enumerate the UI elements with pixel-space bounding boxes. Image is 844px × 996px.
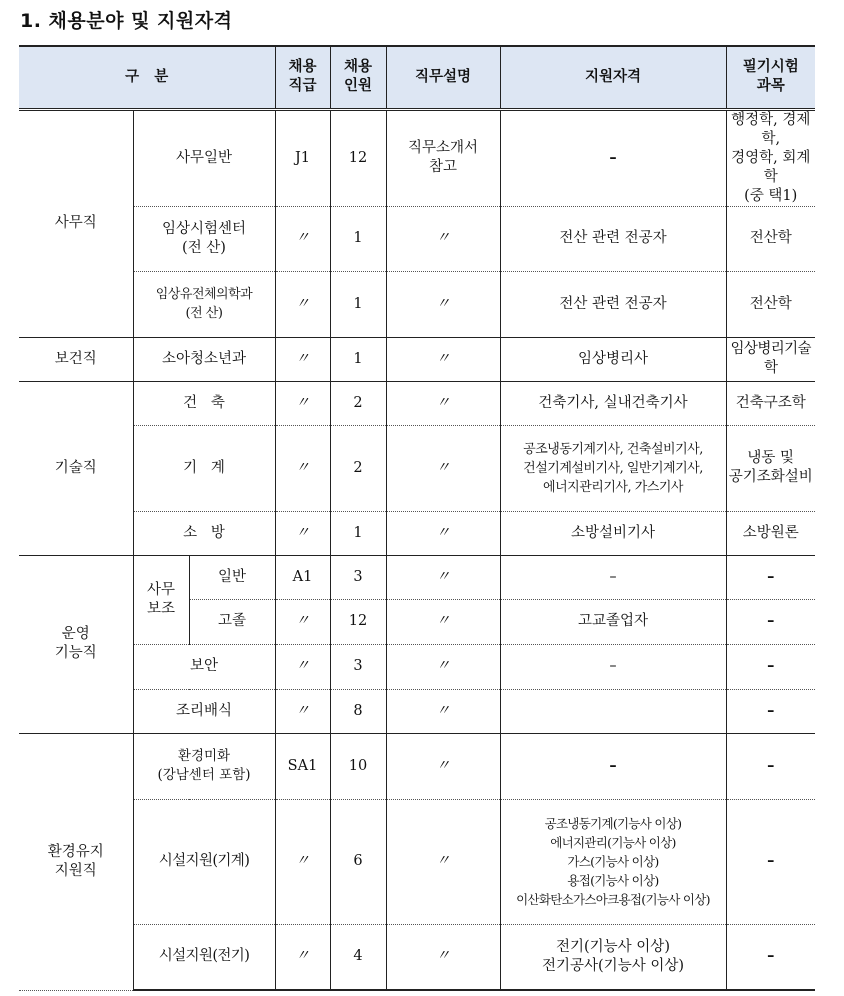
header-duty: 직무설명 — [386, 46, 500, 109]
table-row — [19, 511, 815, 555]
row-duty: 〃 — [386, 381, 500, 425]
group-tech: 기술직 — [19, 381, 133, 555]
row-grade: SA1 — [275, 733, 330, 799]
row-qualification: 전기(기능사 이상) 전기공사(기능사 이상) — [500, 924, 726, 990]
row-count: 3 — [330, 555, 386, 599]
group-ops: 운영 기능직 — [19, 555, 133, 733]
row-duty: 직무소개서 참고 — [386, 109, 500, 206]
row-exam: – — [726, 733, 815, 799]
row-qualification: 소방설비기사 — [500, 511, 726, 555]
row-name: 고졸 — [189, 599, 275, 644]
row-qualification: – — [500, 109, 726, 206]
row-count: 1 — [330, 337, 386, 381]
table-row — [19, 733, 815, 799]
row-exam: 전산학 — [726, 271, 815, 337]
row-name: 소아청소년과 — [133, 337, 275, 381]
row-name: 임상유전체의학과 (전 산) — [133, 271, 275, 337]
row-grade: 〃 — [275, 599, 330, 644]
row-duty: 〃 — [386, 555, 500, 599]
row-qualification — [500, 689, 726, 733]
row-qualification: – — [500, 555, 726, 599]
row-name: 기 계 — [133, 425, 275, 511]
row-qualification: 전산 관련 전공자 — [500, 206, 726, 271]
row-grade: 〃 — [275, 924, 330, 990]
table-row — [19, 425, 815, 511]
row-name: 시설지원(전기) — [133, 924, 275, 990]
row-count: 4 — [330, 924, 386, 990]
table-row — [19, 381, 815, 425]
row-qualification: 고교졸업자 — [500, 599, 726, 644]
row-name: 건 축 — [133, 381, 275, 425]
row-exam: – — [726, 924, 815, 990]
row-count: 1 — [330, 206, 386, 271]
table-row — [19, 644, 815, 689]
row-duty: 〃 — [386, 271, 500, 337]
row-count: 12 — [330, 109, 386, 206]
row-qualification: – — [500, 733, 726, 799]
row-count: 1 — [330, 511, 386, 555]
section-title: 1. 채용분야 및 지원자격 — [20, 10, 233, 32]
header-grade: 채용 직급 — [275, 46, 330, 109]
row-grade: 〃 — [275, 206, 330, 271]
header-qualification: 지원자격 — [500, 46, 726, 109]
row-count: 2 — [330, 425, 386, 511]
row-count: 1 — [330, 271, 386, 337]
row-qualification: – — [500, 644, 726, 689]
row-duty: 〃 — [386, 799, 500, 924]
row-duty: 〃 — [386, 206, 500, 271]
row-name: 보안 — [133, 644, 275, 689]
row-duty: 〃 — [386, 511, 500, 555]
row-name: 소 방 — [133, 511, 275, 555]
row-name: 임상시험센터 (전 산) — [133, 206, 275, 271]
row-exam: – — [726, 644, 815, 689]
row-count: 10 — [330, 733, 386, 799]
row-exam: 건축구조학 — [726, 381, 815, 425]
row-exam: – — [726, 689, 815, 733]
row-grade: A1 — [275, 555, 330, 599]
row-grade: 〃 — [275, 799, 330, 924]
group-ops-sub: 사무 보조 — [133, 555, 189, 644]
row-exam: 임상병리기술학 — [726, 337, 815, 381]
row-duty: 〃 — [386, 733, 500, 799]
row-exam: – — [726, 799, 815, 924]
row-exam: 행정학, 경제학, 경영학, 회계학 (중 택1) — [726, 109, 815, 206]
row-exam: 소방원론 — [726, 511, 815, 555]
row-grade: 〃 — [275, 381, 330, 425]
table-row — [19, 206, 815, 271]
row-name: 환경미화 (강남센터 포함) — [133, 733, 275, 799]
table-row — [19, 271, 815, 337]
row-duty: 〃 — [386, 425, 500, 511]
row-duty: 〃 — [386, 924, 500, 990]
row-exam: – — [726, 599, 815, 644]
table-row — [19, 337, 815, 381]
table-row — [19, 555, 815, 599]
group-office: 사무직 — [19, 109, 133, 337]
row-qualification: 전산 관련 전공자 — [500, 271, 726, 337]
row-name: 조리배식 — [133, 689, 275, 733]
row-count: 2 — [330, 381, 386, 425]
row-duty: 〃 — [386, 337, 500, 381]
row-qualification: 공조냉동기계(기능사 이상) 에너지관리(기능사 이상) 가스(기능사 이상) 용접(기능사 이상) 이산화탄소가스아크용접(기능사 이상) — [500, 799, 726, 924]
header-row — [19, 46, 815, 109]
row-count: 3 — [330, 644, 386, 689]
row-grade: 〃 — [275, 644, 330, 689]
table-row — [19, 689, 815, 733]
row-qualification: 건축기사, 실내건축기사 — [500, 381, 726, 425]
row-exam: – — [726, 555, 815, 599]
group-health: 보건직 — [19, 337, 133, 381]
row-count: 12 — [330, 599, 386, 644]
table-row — [19, 924, 815, 990]
group-env: 환경유지 지원직 — [19, 733, 133, 990]
table-row — [19, 799, 815, 924]
header-count: 채용 인원 — [330, 46, 386, 109]
row-duty: 〃 — [386, 689, 500, 733]
row-duty: 〃 — [386, 644, 500, 689]
row-qualification: 공조냉동기계기사, 건축설비기사, 건설기계설비기사, 일반기계기사, 에너지관리기사, 가스기사 — [500, 425, 726, 511]
recruitment-table — [19, 45, 815, 991]
header-exam: 필기시험 과목 — [726, 46, 815, 109]
header-category: 구 분 — [19, 46, 275, 109]
row-name: 일반 — [189, 555, 275, 599]
row-grade: J1 — [275, 109, 330, 206]
row-grade: 〃 — [275, 425, 330, 511]
row-count: 6 — [330, 799, 386, 924]
row-grade: 〃 — [275, 689, 330, 733]
row-exam: 전산학 — [726, 206, 815, 271]
row-exam: 냉동 및 공기조화설비 — [726, 425, 815, 511]
table-row — [19, 109, 815, 206]
row-name: 사무일반 — [133, 109, 275, 206]
row-grade: 〃 — [275, 271, 330, 337]
row-count: 8 — [330, 689, 386, 733]
row-name: 시설지원(기계) — [133, 799, 275, 924]
row-grade: 〃 — [275, 337, 330, 381]
row-qualification: 임상병리사 — [500, 337, 726, 381]
row-grade: 〃 — [275, 511, 330, 555]
row-duty: 〃 — [386, 599, 500, 644]
